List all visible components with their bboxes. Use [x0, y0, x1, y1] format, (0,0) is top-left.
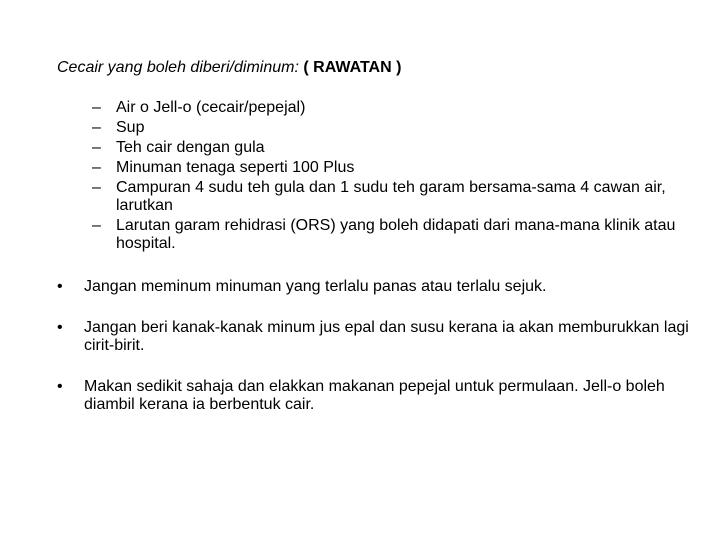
bullet-marker: •	[57, 278, 63, 295]
list-item-text: Larutan garam rehidrasi (ORS) yang boleh didapati dari mana-mana klinik atau hospital.	[116, 217, 676, 252]
dash-marker: –	[92, 159, 101, 176]
list-item	[92, 119, 692, 137]
list-item	[92, 139, 692, 157]
heading-tag: ( RAWATAN )	[303, 59, 402, 76]
dash-marker: –	[92, 99, 101, 116]
bullet-text: Jangan meminum minuman yang terlalu panas atau terlalu sejuk.	[84, 278, 547, 295]
list-item	[92, 99, 692, 117]
dash-marker: –	[92, 179, 101, 196]
list-item-text: Sup	[116, 119, 145, 136]
heading-intro: Cecair yang boleh diberi/diminum:	[57, 59, 299, 76]
bullet-text: Jangan beri kanak-kanak minum jus epal dan susu kerana ia akan memburukkan lagi cirit-birit.	[84, 319, 689, 354]
list-item	[92, 179, 692, 215]
bullet-item	[57, 278, 697, 296]
bullet-marker: •	[57, 378, 63, 395]
advice-list	[57, 278, 697, 414]
list-item-text: Campuran 4 sudu teh gula dan 1 sudu teh garam bersama-sama 4 cawan air, larutkan	[116, 179, 666, 214]
list-item-text: Teh cair dengan gula	[116, 139, 265, 156]
bullet-text: Makan sedikit sahaja dan elakkan makanan pepejal untuk permulaan. Jell-o boleh diambil kerana ia berbentuk cair.	[84, 378, 665, 413]
treatment-list	[92, 99, 692, 255]
list-item-text: Air o Jell-o (cecair/pepejal)	[116, 99, 306, 116]
dash-marker: –	[92, 119, 101, 136]
list-item	[92, 159, 692, 177]
list-item	[92, 217, 692, 253]
dash-marker: –	[92, 139, 101, 156]
bullet-item	[57, 378, 697, 414]
list-item-text: Minuman tenaga seperti 100 Plus	[116, 159, 355, 176]
dash-marker: –	[92, 217, 101, 234]
section-heading	[57, 58, 401, 78]
bullet-marker: •	[57, 319, 63, 336]
bullet-item	[57, 319, 697, 355]
